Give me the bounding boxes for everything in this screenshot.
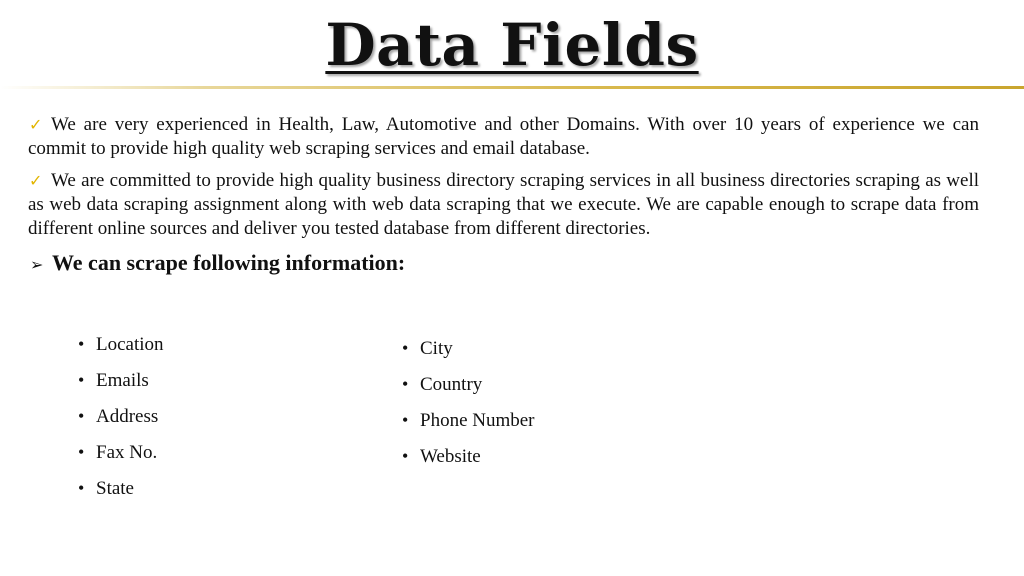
list-item-label: Location	[96, 334, 164, 355]
fields-list-right	[402, 336, 535, 480]
list-item	[78, 476, 164, 512]
list-item-label: City	[420, 338, 453, 359]
list-item	[402, 336, 535, 372]
paragraph-text: We are very experienced in Health, Law, Automotive and other Domains. With over 10 years of experience we can commit to provide high quality web scraping services and email database.	[28, 114, 979, 159]
list-item	[78, 404, 164, 440]
title-divider	[0, 86, 1024, 89]
list-item	[78, 440, 164, 476]
list-item	[402, 408, 535, 444]
bullet-icon: •	[78, 334, 85, 354]
checkmark-icon: ✓	[29, 115, 43, 134]
bullet-icon: •	[402, 338, 409, 358]
section-heading-text: We can scrape following information:	[52, 250, 406, 275]
list-item-label: Address	[96, 406, 159, 427]
list-item-label: Country	[420, 374, 483, 395]
bullet-icon: •	[78, 442, 85, 462]
bullet-icon: •	[78, 406, 85, 426]
arrow-bullet-icon: ➢	[30, 255, 44, 274]
fields-list-left	[78, 332, 164, 512]
paragraph-commitment	[28, 169, 979, 241]
list-item-label: Fax No.	[96, 442, 158, 463]
list-item	[402, 372, 535, 408]
bullet-icon: •	[402, 374, 409, 394]
content-area	[28, 113, 979, 279]
paragraph-experience	[28, 113, 979, 161]
bullet-icon: •	[78, 370, 85, 390]
bullet-icon: •	[402, 410, 409, 430]
list-item	[402, 444, 535, 480]
section-heading	[28, 249, 979, 279]
list-item	[78, 332, 164, 368]
page-title: Data Fields	[325, 11, 699, 79]
list-item-label: Phone Number	[420, 410, 535, 431]
bullet-icon: •	[402, 446, 409, 466]
paragraph-text: We are committed to provide high quality business directory scraping services in all business directories scraping as well as web data scraping assignment along with web data scraping that we execute. We are capable enough to scrape data from different online sources and deliver you tested database from different directories.	[28, 170, 979, 239]
checkmark-icon: ✓	[29, 171, 43, 190]
list-item-label: State	[96, 478, 134, 499]
list-item	[78, 368, 164, 404]
list-item-label: Emails	[96, 370, 149, 391]
bullet-icon: •	[78, 478, 85, 498]
list-item-label: Website	[420, 446, 481, 467]
